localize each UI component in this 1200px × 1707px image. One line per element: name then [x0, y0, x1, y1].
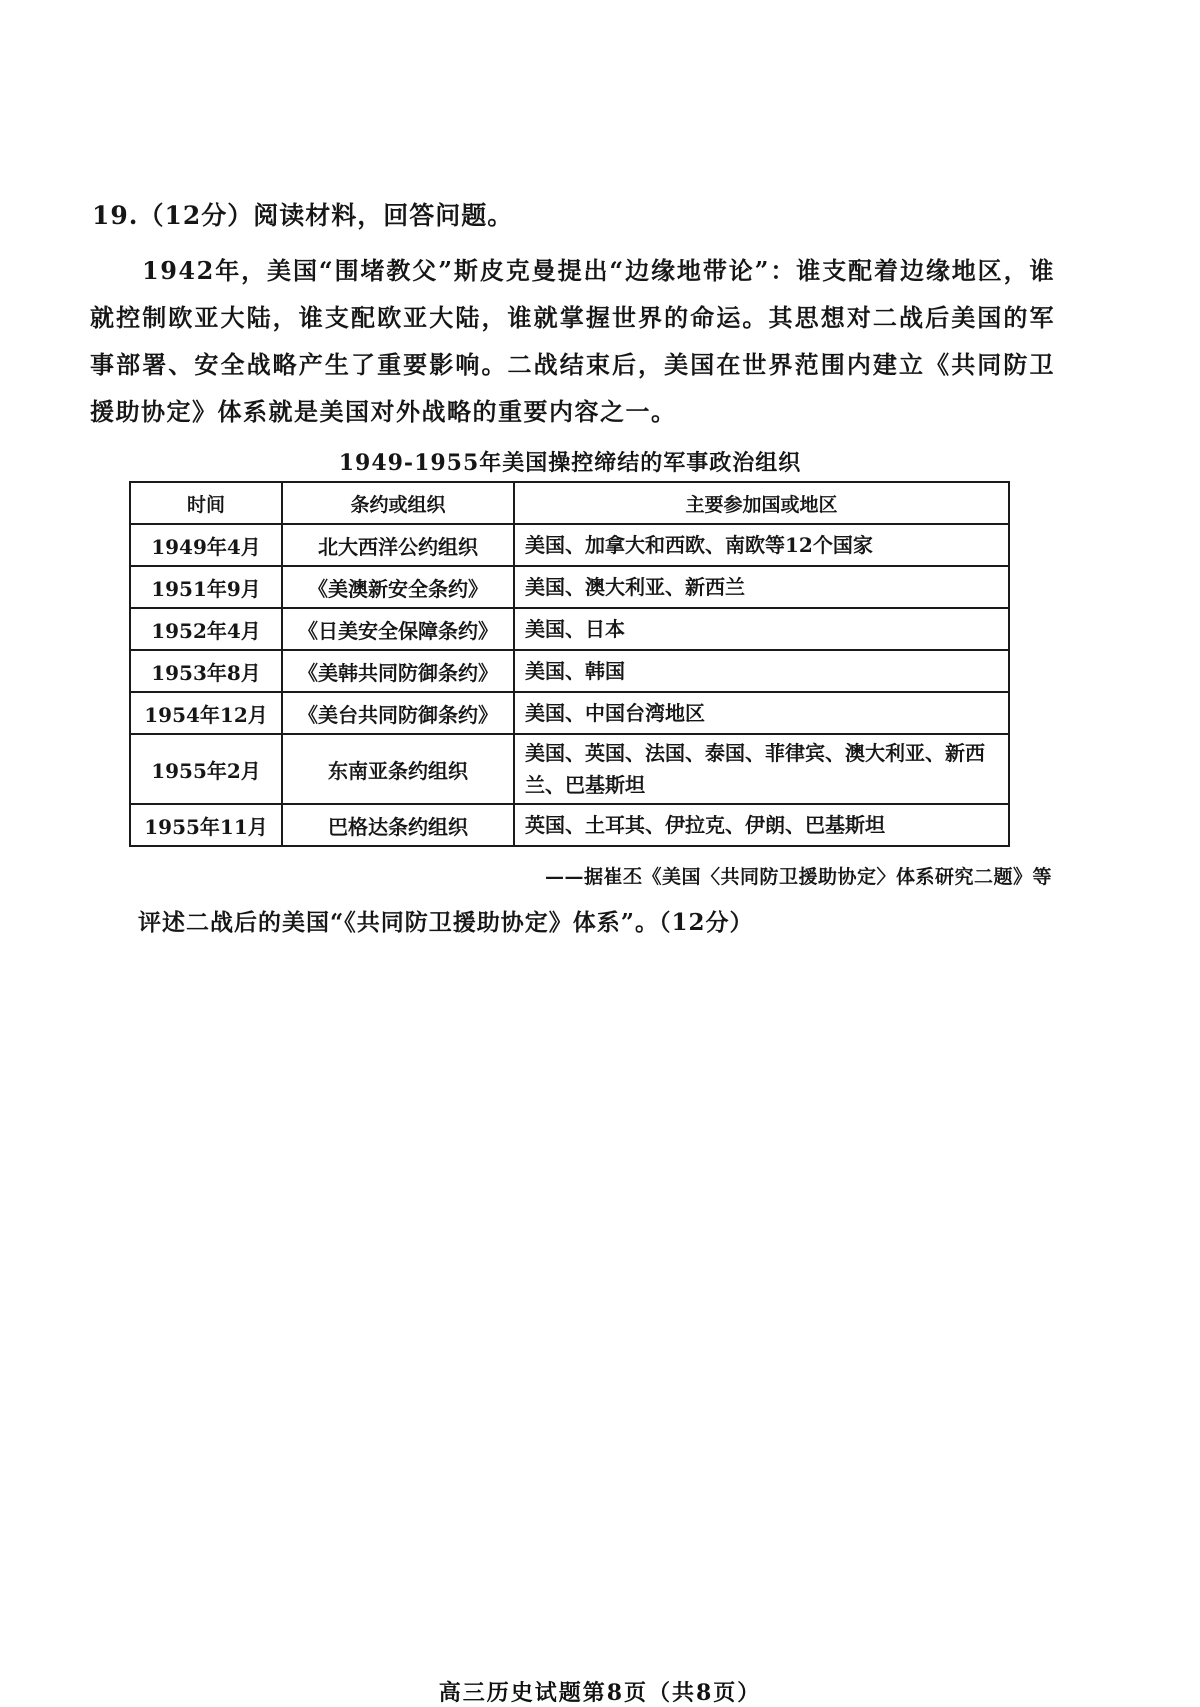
table-row	[130, 524, 1009, 566]
question-task: 评述二战后的美国“《共同防卫援助协定》体系”。（12分）	[138, 909, 754, 936]
cell-time: 1954年12月	[130, 692, 282, 734]
cell-members: 美国、加拿大和西欧、南欧等12个国家	[514, 524, 1009, 566]
header-org: 条约或组织	[282, 482, 514, 524]
cell-org: 《日美安全保障条约》	[282, 608, 514, 650]
table-row	[130, 804, 1009, 846]
cell-time: 1952年4月	[130, 608, 282, 650]
page-footer: 高三历史试题第8页（共8页）	[438, 1680, 762, 1706]
header-members: 主要参加国或地区	[514, 482, 1009, 524]
source-citation: ——据崔丕《美国〈共同防卫援助协定〉体系研究二题》等	[544, 866, 1052, 888]
header-time: 时间	[130, 482, 282, 524]
material-paragraph: 1942年，美国“围堵教父”斯皮克曼提出“边缘地带论”：谁支配着边缘地区，谁就控制欧亚大陆，谁支配欧亚大陆，谁就掌握世界的命运。其思想对二战后美国的军事部署、安全战略产生了重要影响。二战结束后，美国在世界范围内建立《共同防卫援助协定》体系就是美国对外战略的重要内容之一。	[90, 256, 1055, 426]
cell-org: 《美台共同防御条约》	[282, 692, 514, 734]
table-row	[130, 692, 1009, 734]
cell-time: 1949年4月	[130, 524, 282, 566]
cell-members: 英国、土耳其、伊拉克、伊朗、巴基斯坦	[514, 804, 1009, 846]
cell-org: 东南亚条约组织	[282, 734, 514, 804]
cell-org: 《美澳新安全条约》	[282, 566, 514, 608]
cell-time: 1955年2月	[130, 734, 282, 804]
cell-org: 北大西洋公约组织	[282, 524, 514, 566]
table-caption: 1949-1955年美国操控缔结的军事政治组织	[338, 450, 802, 476]
cell-org: 巴格达条约组织	[282, 804, 514, 846]
table-row	[130, 608, 1009, 650]
cell-members: 美国、中国台湾地区	[514, 692, 1009, 734]
organizations-table	[129, 481, 1010, 847]
table-row	[130, 734, 1009, 804]
cell-time: 1953年8月	[130, 650, 282, 692]
cell-members: 美国、韩国	[514, 650, 1009, 692]
cell-time: 1951年9月	[130, 566, 282, 608]
table-row	[130, 566, 1009, 608]
cell-members: 美国、英国、法国、泰国、菲律宾、澳大利亚、新西兰、巴基斯坦	[514, 734, 1009, 804]
cell-time: 1955年11月	[130, 804, 282, 846]
table-header-row	[130, 482, 1009, 524]
table-row	[130, 650, 1009, 692]
cell-members: 美国、日本	[514, 608, 1009, 650]
cell-members: 美国、澳大利亚、新西兰	[514, 566, 1009, 608]
cell-org: 《美韩共同防御条约》	[282, 650, 514, 692]
question-title: 19.（12分）阅读材料，回答问题。	[92, 201, 514, 230]
